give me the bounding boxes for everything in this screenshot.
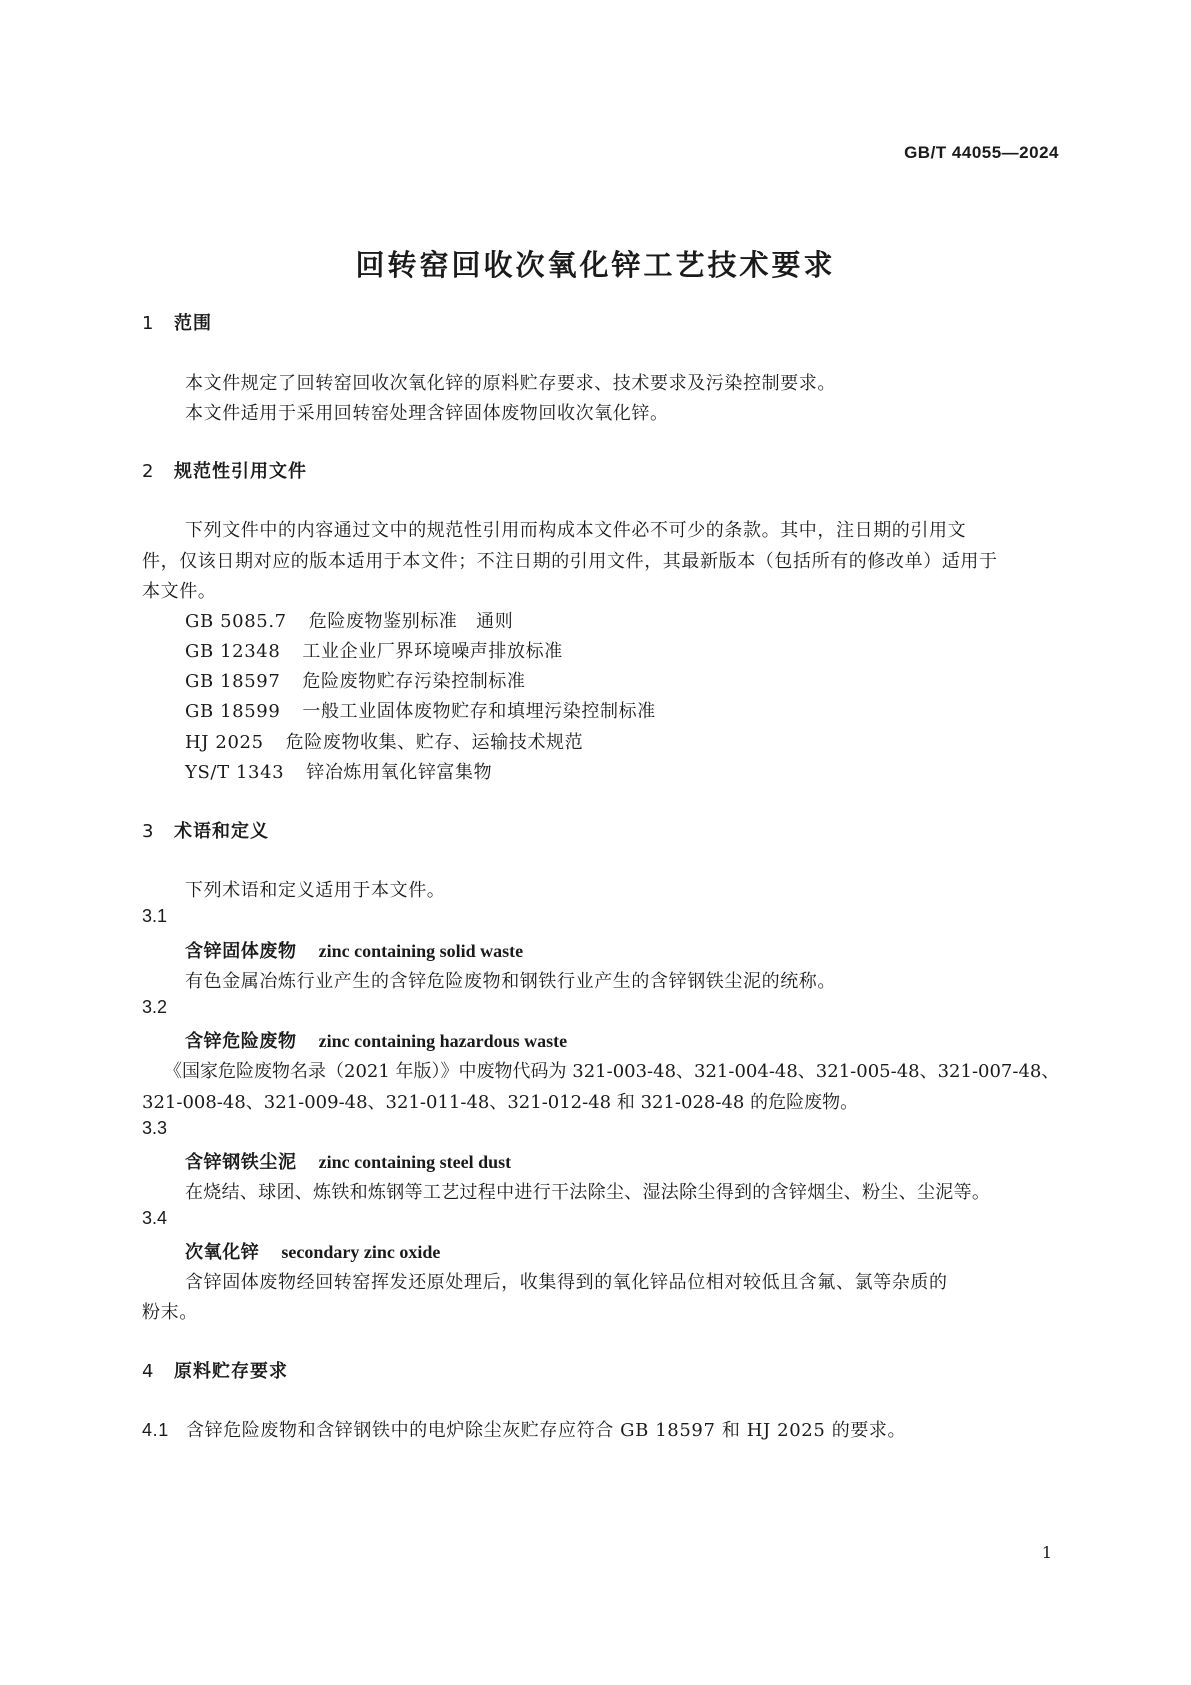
section-3-title: 术语和定义 bbox=[174, 821, 269, 842]
reference-code: GB 18597 bbox=[185, 671, 281, 692]
term-english: secondary zinc oxide bbox=[281, 1242, 441, 1262]
document-title: 回转窑回收次氧化锌工艺技术要求 bbox=[355, 248, 836, 282]
section-2-title: 规范性引用文件 bbox=[174, 461, 307, 482]
term-english: zinc containing steel dust bbox=[318, 1152, 512, 1172]
scope-paragraph-1: 本文件规定了回转窑回收次氧化锌的原料贮存要求、技术要求及污染控制要求。 bbox=[185, 373, 836, 394]
term-chinese: 含锌钢铁尘泥 bbox=[185, 1152, 297, 1173]
term-heading bbox=[185, 1148, 511, 1174]
reference-title: 危险废物鉴别标准 通则 bbox=[308, 611, 514, 632]
scope-paragraph-2: 本文件适用于采用回转窑处理含锌固体废物回收次氧化锌。 bbox=[185, 403, 669, 424]
section-1-number: 1 bbox=[142, 313, 155, 334]
term-number: 3.4 bbox=[142, 1208, 168, 1228]
section-1-heading bbox=[142, 309, 212, 335]
reference-title: 锌冶炼用氧化锌富集物 bbox=[306, 762, 493, 783]
section-2-heading bbox=[142, 457, 307, 483]
references-intro-line-3: 本文件。 bbox=[142, 581, 217, 602]
term-english: zinc containing hazardous waste bbox=[318, 1031, 568, 1051]
term-english: zinc containing solid waste bbox=[318, 941, 524, 961]
term-definition: 含锌固体废物经回转窑挥发还原处理后，收集得到的氧化锌品位相对较低且含氟、氯等杂质的 bbox=[185, 1272, 948, 1293]
terms-intro: 下列术语和定义适用于本文件。 bbox=[185, 880, 446, 901]
reference-code: GB 18599 bbox=[185, 701, 281, 722]
term-definition: 在烧结、球团、炼铁和炼钢等工艺过程中进行干法除尘、湿法除尘得到的含锌烟尘、粉尘、尘泥等。 bbox=[185, 1182, 991, 1203]
section-4-number: 4 bbox=[142, 1361, 155, 1382]
term-definition: 《国家危险废物名录（2021 年版）》中废物代码为 321-003-48、321-004-48、321-005-48、321-007-48、 bbox=[164, 1061, 1060, 1082]
references-intro-line-1: 下列文件中的内容通过文中的规范性引用而构成本文件必不可少的条款。其中，注日期的引用文 bbox=[185, 520, 967, 541]
reference-title: 一般工业固体废物贮存和填埋污染控制标准 bbox=[302, 701, 656, 722]
term-definition: 有色金属冶炼行业产生的含锌危险废物和钢铁行业产生的含锌钢铁尘泥的统称。 bbox=[185, 971, 836, 992]
reference-item bbox=[185, 667, 526, 693]
term-definition: 321-008-48、321-009-48、321-011-48、321-012-48 和 321-028-48 的危险废物。 bbox=[142, 1092, 859, 1113]
term-heading bbox=[185, 937, 523, 963]
clause-number: 4.1 bbox=[142, 1420, 169, 1440]
reference-item bbox=[185, 607, 513, 633]
term-heading bbox=[185, 1238, 440, 1264]
references-intro-line-2: 件，仅该日期对应的版本适用于本文件；不注日期的引用文件，其最新版本（包括所有的修改单）适用于 bbox=[142, 551, 998, 572]
section-1-title: 范围 bbox=[174, 313, 212, 334]
reference-code: YS/T 1343 bbox=[185, 762, 285, 783]
reference-title: 危险废物收集、贮存、运输技术规范 bbox=[285, 732, 584, 753]
term-chinese: 含锌危险废物 bbox=[185, 1031, 297, 1052]
reference-item bbox=[185, 637, 563, 663]
section-3-number: 3 bbox=[142, 821, 155, 842]
term-chinese: 次氧化锌 bbox=[185, 1242, 260, 1263]
standard-number: GB/T 44055—2024 bbox=[904, 143, 1059, 162]
term-number: 3.3 bbox=[142, 1118, 168, 1138]
reference-title: 工业企业厂界环境噪声排放标准 bbox=[302, 641, 563, 662]
page-number: 1 bbox=[1041, 1543, 1052, 1562]
term-number: 3.1 bbox=[142, 906, 168, 926]
term-number: 3.2 bbox=[142, 997, 168, 1017]
reference-title: 危险废物贮存污染控制标准 bbox=[302, 671, 526, 692]
term-chinese: 含锌固体废物 bbox=[185, 941, 297, 962]
section-3-heading bbox=[142, 817, 269, 843]
term-definition: 粉末。 bbox=[142, 1302, 198, 1323]
reference-item bbox=[185, 728, 583, 754]
reference-item bbox=[185, 697, 656, 723]
section-2-number: 2 bbox=[142, 461, 155, 482]
reference-code: GB 5085.7 bbox=[185, 611, 287, 632]
reference-code: HJ 2025 bbox=[185, 732, 264, 753]
reference-code: GB 12348 bbox=[185, 641, 281, 662]
clause-4-1 bbox=[142, 1416, 906, 1442]
section-4-title: 原料贮存要求 bbox=[174, 1361, 288, 1382]
section-4-heading bbox=[142, 1357, 288, 1383]
clause-text: 含锌危险废物和含锌钢铁中的电炉除尘灰贮存应符合 GB 18597 和 HJ 2025 的要求。 bbox=[186, 1420, 907, 1441]
reference-item bbox=[185, 758, 492, 784]
term-heading bbox=[185, 1027, 567, 1053]
